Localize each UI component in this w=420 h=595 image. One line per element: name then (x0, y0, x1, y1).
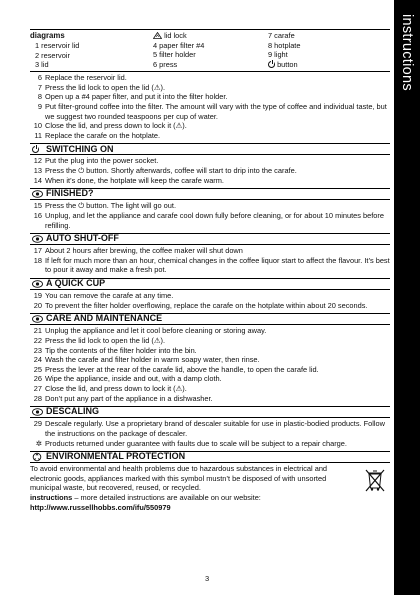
power-icon (32, 146, 39, 153)
diagrams-col-2 (148, 31, 266, 70)
section-heading-switching-on: SWITCHING ON (30, 143, 390, 155)
diagram-item: 9 light (268, 50, 288, 60)
section-heading-finished: FINISHED? (30, 188, 390, 200)
list-item: 10 Close the lid, and press down to lock it (⚠). (33, 121, 187, 131)
list-item: 6 Replace the reservoir lid. (37, 73, 127, 82)
list-item: 15 Press the ⏻ button. The light will go out. (33, 201, 177, 211)
list-item: 16 Unplug, and let the appliance and carafe cool down fully before cleaning, or for about 10 minutes before refilling. (33, 210, 384, 230)
crossed-bin-icon (364, 468, 386, 494)
diagram-item: 8 hotplate (268, 40, 301, 50)
list-item: 13 Press the ⏻ button. Shortly afterwards, coffee will start to drip into the carafe. (33, 166, 297, 175)
diagram-item: 6 press (153, 59, 178, 69)
care-steps (30, 325, 390, 403)
diagram-item: 3 lid (35, 60, 49, 70)
side-tab (394, 0, 420, 595)
finished-steps (30, 200, 390, 230)
environmental-text: To avoid environmental and health problems due to hazardous substances in electrical and electronic goods, appliances marked with this symbol mustn’t be disposed of with unsorted municipal waste, but recovered, reused, or recycled. (30, 464, 328, 493)
list-item: 12 Put the plug into the power socket. (33, 156, 159, 166)
list-item: 25 Press the lever at the rear of the carafe lid, above the handle, to open the carafe lid. (33, 364, 319, 374)
section-heading-descaling: DESCALING (30, 406, 390, 418)
auto-shutoff-steps (30, 245, 390, 275)
environmental-body (30, 464, 390, 512)
eye-icon (32, 280, 43, 288)
list-item: 18 If left for much more than an hour, chemical changes in the coffee liquor start to affect the flavour. It’s best to pour it away and make a fresh pot. (33, 255, 390, 275)
list-item: 28 Don’t put any part of the appliance in a dishwasher. (33, 393, 213, 403)
eye-icon (32, 235, 43, 243)
recycle-icon (32, 452, 42, 462)
power-icon (268, 61, 275, 68)
page-content (30, 29, 390, 512)
switching-on-steps (30, 155, 390, 185)
list-item: 7 Press the lid lock to open the lid (⚠). (37, 82, 166, 92)
list-item: 14 When it’s done, the hotplate will keep the carafe warm. (33, 175, 224, 185)
descaling-steps (30, 418, 390, 448)
diagrams-title: diagrams (30, 31, 65, 40)
section-heading-auto-shutoff: AUTO SHUT-OFF (30, 233, 390, 245)
diagram-item: 4 paper filter #4 (153, 40, 205, 50)
list-item: 22 Press the lid lock to open the lid (⚠). (33, 335, 166, 345)
list-item: 23 Tip the contents of the filter holder into the bin. (33, 345, 197, 355)
list-item: 21 Unplug the appliance and let it cool before cleaning or storing away. (33, 326, 267, 336)
diagram-item: 2 reservoir (35, 50, 70, 60)
list-item: 8 Open up a #4 paper filter, and put it into the filter holder. (37, 92, 228, 102)
section-heading-quick-cup: A QUICK CUP (30, 278, 390, 290)
eye-icon (32, 315, 43, 323)
intro-steps (30, 72, 390, 140)
section-heading-care: CARE AND MAINTENANCE (30, 313, 390, 325)
list-item: 20 To prevent the filter holder overflowing, replace the carafe on the hotplate within about 20 seconds. (33, 300, 368, 310)
list-item: ✲ Products returned under guarantee with faults due to scale will be subject to a repair charge. (35, 438, 347, 448)
list-item: 27 Close the lid, and press down to lock it (⚠). (33, 384, 187, 393)
lid-lock-icon (153, 32, 162, 39)
quick-cup-steps (30, 290, 390, 310)
website-link[interactable]: http://www.russellhobbs.com/ifu/550979 (30, 502, 171, 512)
diagrams-col-3 (266, 31, 386, 70)
section-heading-environmental: ENVIRONMENTAL PROTECTION (30, 451, 390, 463)
list-item: 24 Wash the carafe and filter holder in warm soapy water, then rinse. (33, 355, 260, 365)
eye-icon (32, 190, 43, 198)
diagram-item: lid lock (148, 31, 266, 41)
instructions-note: instructions – more detailed instructions are available on our website: (30, 493, 261, 502)
side-tab-label: instructions (398, 14, 415, 91)
list-item: 19 You can remove the carafe at any time. (33, 291, 174, 300)
list-item: 9 Put filter-ground coffee into the filter. The amount will vary with the type of coffee and individual taste, but we suggest two rounded teaspoons per cup of water. (37, 101, 387, 121)
list-item: 29 Descale regularly. Use a proprietary brand of descaler suitable for use in plastic-bodied products. Follow the instructions on the package of descaler. (33, 419, 386, 438)
diagram-item: 1 reservoir lid (35, 41, 80, 51)
diagrams-legend (30, 29, 390, 72)
page-number: 3 (205, 574, 210, 583)
diagram-item: button (266, 60, 386, 70)
diagram-item: 7 carafe (268, 31, 295, 40)
eye-icon (32, 408, 43, 416)
diagram-item: 5 filter holder (153, 50, 196, 60)
list-item: 17 About 2 hours after brewing, the coffee maker will shut down (33, 246, 243, 256)
diagrams-col-1 (30, 31, 148, 70)
list-item: 11 Replace the carafe on the hotplate. (34, 130, 161, 140)
list-item: 26 Wipe the appliance, inside and out, with a damp cloth. (33, 374, 222, 384)
